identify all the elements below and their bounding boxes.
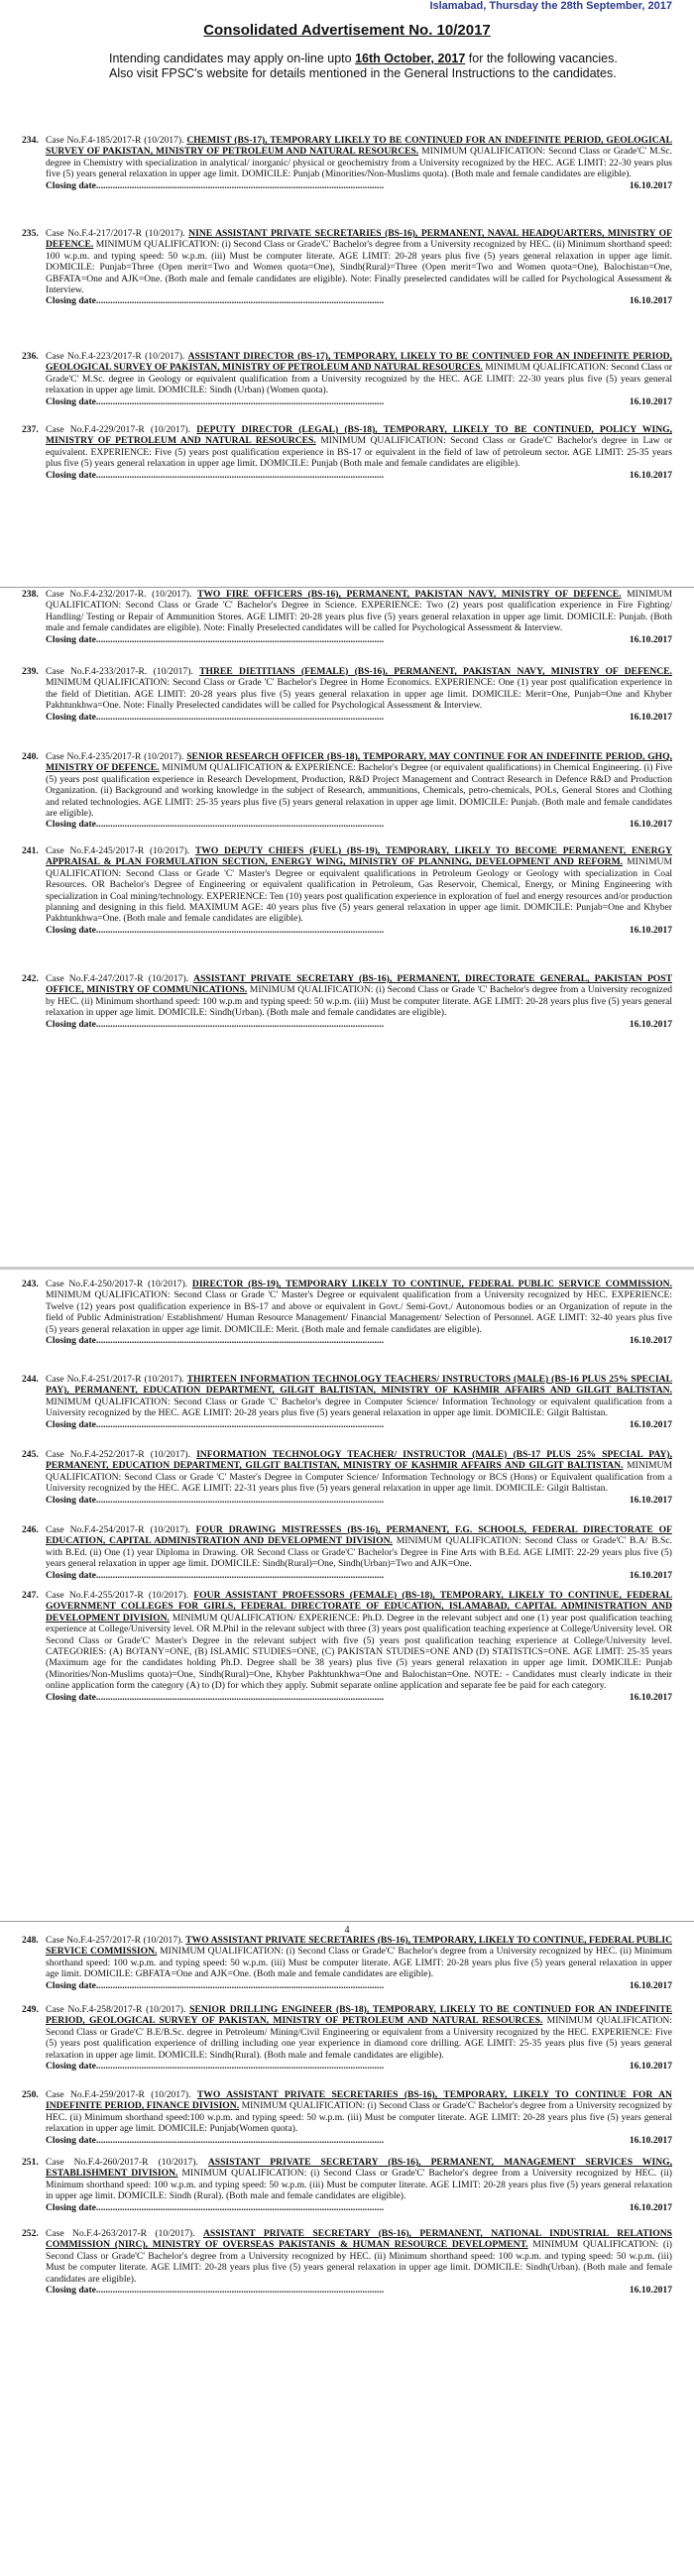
vacancy-details: MINIMUM QUALIFICATION: Second Class or Grade 'C' Master's Degree in Computer Science/ Information Technology or BCS (Hons) or Equivalent qualification from a University recognized by the HEC. AGE LIMIT: 22-31 years plus five (5) years general relaxation in upper age limit. DOMICILE: Gilgit Baltistan.: [46, 1460, 672, 1495]
case-number: Case No.F.4-250/2017-R (10/2017).: [46, 1279, 192, 1289]
closing-date-row: [46, 396, 672, 407]
closing-date-value: 16.10.2017: [629, 395, 672, 407]
page-number: 4: [344, 1925, 350, 1936]
dateline: Islamabad, Thursday the 28th September, 2017: [429, 0, 672, 12]
page-title: Consolidated Advertisement No. 10/2017: [203, 22, 491, 39]
vacancy-item: [22, 589, 672, 645]
closing-date-value: 16.10.2017: [629, 2134, 672, 2146]
vacancy-details: MINIMUM QUALIFICATION: Second Class or Grade 'C' Bachelor's degree in Computer Science/ Information Technology or equivalent qualification from a University recognized by the HEC. AGE LIMIT: 20-28 years plus five (5) years general relaxation in upper age limit. DOMICILE: Gilgit Baltistan.: [46, 1396, 672, 1419]
vacancy-body: [46, 135, 672, 180]
case-number: Case No.F.4-235/2017-R (10/2017).: [46, 751, 187, 762]
closing-date-label: Closing date.........................................................................................................................: [46, 711, 385, 723]
case-number: Case No.F.4-229/2017-R (10/2017).: [46, 424, 197, 435]
vacancy-item: [22, 1935, 672, 1991]
closing-date-row: [46, 180, 672, 191]
closing-date-label: Closing date.........................................................................................................................: [46, 395, 385, 407]
intro-before: Intending candidates may apply on-line upto: [109, 52, 352, 65]
vacancy-body: [46, 666, 672, 712]
closing-date-label: Closing date.........................................................................................................................: [46, 924, 385, 936]
closing-date-label: Closing date.........................................................................................................................: [46, 1979, 385, 1991]
post-title: TWO DEPUTY CHIEFS (FUEL) (BS-19), TEMPORARY, LIKELY TO BECOME PERMANENT, ENERGY APPRAISAL & PLAN FORMULATION SECTION, ENERGY WING, MINISTRY OF PLANNING, DEVELOPMENT AND REFORM.: [46, 845, 672, 868]
case-number: Case No.F.4-247/2017-R (10/2017).: [46, 973, 194, 984]
closing-date-label: Closing date.........................................................................................................................: [46, 295, 385, 307]
closing-date-row: [46, 2061, 672, 2072]
post-title: ASSISTANT PRIVATE SECRETARY (BS-16), PERMANENT, MANAGEMENT SERVICES WING, ESTABLISHMENT DIVISION.: [46, 2157, 672, 2180]
vacancy-body: [46, 228, 672, 295]
vacancy-number: 243.: [22, 1279, 39, 1289]
closing-date-value: 16.10.2017: [629, 1979, 672, 1991]
vacancy-number: 245.: [22, 1449, 39, 1460]
post-title: DEPUTY DIRECTOR (LEGAL) (BS-18), TEMPORARY, LIKELY TO BE CONTINUED, POLICY WING, MINISTRY OF PETROLEUM AND NATURAL RESOURCES.: [46, 424, 672, 447]
vacancy-item: [22, 228, 672, 307]
vacancy-item: [22, 845, 672, 936]
vacancy-details: MINIMUM QUALIFICATION & EXPERIENCE: Bachelor's Degree (or equivalent qualifications) in Chemical Engineering. (i) Five (5) years post qualification experience in Research Development, Production, R&D Project Management and Contract Research in Defence R&D and Production Organization. (ii) Background and working knowledge in the subject of Research, ammunitions, Chemicals, petro-chemicals, POLs, General Stores and Clothing and related technologies. AGE LIMIT: 25-35 years plus five (5) years general relaxation in upper age limit. DOMICILE: Punjab. (Both male and female candidates are eligible).: [46, 762, 672, 820]
closing-date-value: 16.10.2017: [629, 2061, 672, 2072]
vacancy-body: [46, 1374, 672, 1419]
vacancy-details: MINIMUM QUALIFICATION: Second Class or Grade 'C' Master's Degree or equivalent qualification from a University recognized by HEC. EXPERIENCE: Twelve (12) years post qualification experience in BS-17 and above or equivalent in Govt./ Semi-Govt./ Autonomous bodies or an Organization of repute in the field of Public Administration/ Establishment/ Human Resource Management/ Financial Management/ Selection of Personnel. AGE LIMIT: 32-40 years plus five (5) years general relaxation in upper age limit. DOMICILE: Merit. (Both male and female candidates are eligible).: [46, 1289, 672, 1335]
vacancy-details: MINIMUM QUALIFICATION: (i) Second Class or Grade'C' Bachelor's degree from a University recognized by HEC. (ii) Minimum shorthand speed: 100 w.p.m. and typing speed: 50 w.p.m. (iii) Must be computer literate. AGE LIMIT: 20-28 years plus five (5) years general relaxation in upper age limit. DOMICILE: Sindh(Urban). (Both male and female candidates are eligible).: [46, 2239, 672, 2285]
vacancy-number: 247.: [22, 1590, 39, 1601]
vacancy-item: [22, 1524, 672, 1581]
closing-date-row: [46, 1019, 672, 1030]
vacancy-body: [46, 2228, 672, 2285]
post-title: TWO FIRE OFFICERS (BS-16), PERMANENT, PAKISTAN NAVY, MINISTRY OF DEFENCE.: [196, 589, 622, 600]
closing-date-label: Closing date.........................................................................................................................: [46, 469, 385, 481]
case-number: Case No.F.4-254/2017-R (10/2017).: [46, 1524, 196, 1535]
vacancy-item: [22, 2089, 672, 2146]
case-number: Case No.F.4-232/2017-R. (10/2017).: [46, 589, 197, 600]
post-title: DIRECTOR (BS-19), TEMPORARY LIKELY TO CONTINUE, FEDERAL PUBLIC SERVICE COMMISSION.: [191, 1279, 672, 1289]
vacancy-body: [46, 424, 672, 470]
intro-deadline: 16th October, 2017: [355, 52, 466, 65]
vacancy-number: 249.: [22, 2004, 39, 2015]
vacancy-body: [46, 973, 672, 1019]
vacancy-item: [22, 135, 672, 191]
post-title: INFORMATION TECHNOLOGY TEACHER/ INSTRUCTOR (MALE) (BS-17 PLUS 25% SPECIAL PAY), PERMANENT, EDUCATION DEPARTMENT, GILGIT BALTISTAN, MINISTRY OF KASHMIR AFFAIRS AND GILGIT BALTISTAN.: [46, 1449, 672, 1472]
closing-date-value: 16.10.2017: [629, 819, 672, 831]
closing-date-row: [46, 925, 672, 936]
section-divider: [0, 587, 694, 588]
closing-date-value: 16.10.2017: [629, 2201, 672, 2213]
closing-date-value: 16.10.2017: [629, 924, 672, 936]
closing-date-row: [46, 1980, 672, 1991]
vacancy-details: MINIMUM QUALIFICATION/ EXPERIENCE: Ph.D. Degree in the relevant subject and one (1) year post qualification teaching experience at College/University level. OR M.Phil in the relevant subject with three (3) years post qualification teaching experience at College/University level. OR Second Class or Grade'C' Master's Degree in the relevant subject with five (5) years post qualification teaching experience at College/University level. CATEGORIES: (A) BOTANY=ONE, (B) ISLAMIC STUDIES=ONE, (C) PAKISTAN STUDIES=ONE AND (D) STATISTICS=ONE. AGE LIMIT: 25-35 years (Maximum age for the candidates holding Ph.D. Degree shall be 38 years) plus five (5) years general relaxation in upper age limit. DOMICILE: Punjab (Minorities/Non-Muslims quota)=One, Sindh(Rural)=One, Khyber Pakhtunkhwa=One and Balochistan=One. NOTE: - Candidates must clearly indicate in their online application form the category (A) to (D) for which they apply. Submit separate online application and separate fee be paid for each category.: [46, 1612, 672, 1692]
closing-date-label: Closing date.........................................................................................................................: [46, 2061, 385, 2072]
closing-date-label: Closing date.........................................................................................................................: [46, 1335, 385, 1347]
vacancy-number: 242.: [22, 973, 39, 984]
case-number: Case No.F.4-185/2017-R (10/2017).: [46, 135, 187, 146]
closing-date-row: [46, 634, 672, 645]
vacancy-number: 238.: [22, 589, 39, 600]
vacancy-body: [46, 1449, 672, 1495]
closing-date-row: [46, 1419, 672, 1430]
post-title: FOUR DRAWING MISTRESSES (BS-16), PERMANENT, F.G. SCHOOLS, FEDERAL DIRECTORATE OF EDUCATION, CAPITAL ADMINISTRATION AND DEVELOPMENT DIVISION.: [46, 1524, 672, 1547]
closing-date-row: [46, 819, 672, 830]
vacancy-details: MINIMUM QUALIFICATION: Second Class or Grade'C' Bachelor's degree in Law or equivalent. EXPERIENCE: Five (5) years post qualification experience in BS-17 or equivalent in the field of law of petroleum sector. AGE LIMIT: 25-35 years plus five (5) years general relaxation in upper age limit. DOMICILE: Punjab (Both male and female candidates are eligible).: [46, 435, 672, 470]
case-number: Case No.F.4-257/2017-R (10/2017).: [46, 1935, 186, 1946]
vacancy-item: [22, 351, 672, 407]
vacancy-details: MINIMUM QUALIFICATION: Second Class or Grade 'C' Bachelor's Degree in Home Economics. EXPERIENCE: One (1) year post qualification experience in the field of Dietitian. AGE LIMIT: 20-28 years plus five (5) years general relaxation in upper age limit. DOMICILE: Merit=One, Punjab=One and Khyber Pakhtunkhwa=One. Note: Finally Preselected candidates will be called for Psychological Assessment & Interview.: [46, 677, 672, 712]
vacancy-number: 250.: [22, 2089, 39, 2100]
vacancy-details: MINIMUM QUALIFICATION: (i) Second Class or Grade'C' Bachelor's degree from a University recognized by HEC. (ii) Minimum shorthand speed: 100 w.p.m. and typing speed: 50 w.p.m. (iii) Must be computer literate. AGE LIMIT: 20-28 years plus five (5) years general relaxation in upper age limit. DOMICILE: Sindh (Rural). (Both male and female candidates are eligible).: [46, 2168, 672, 2202]
closing-date-label: Closing date.........................................................................................................................: [46, 2201, 385, 2213]
vacancy-number: 237.: [22, 424, 39, 435]
post-title: NINE ASSISTANT PRIVATE SECRETARIES (BS-16), PERMANENT, NAVAL HEADQUARTERS, MINISTRY OF DEFENCE.: [46, 228, 672, 251]
closing-date-label: Closing date.........................................................................................................................: [46, 1691, 385, 1703]
vacancy-number: 252.: [22, 2228, 39, 2239]
post-title: SENIOR DRILLING ENGINEER (BS-18), TEMPORARY, LIKELY TO BE CONTINUED FOR AN INDEFINITE PERIOD, GEOLOGICAL SURVEY OF PAKISTAN, MINISTRY OF PETROLEUM AND NATURAL RESOURCES.: [46, 2004, 673, 2027]
vacancy-details: MINIMUM QUALIFICATION: Second Class or Grade'C' M.Sc. degree in Geology or equivalent qualification from a University recognized by the HEC. AGE LIMIT: 22-30 years plus five (5) years general relaxation in upper age limit. DOMICILE: Sindh (Urban) (Women quota).: [46, 362, 672, 396]
closing-date-label: Closing date.........................................................................................................................: [46, 819, 385, 831]
vacancy-body: [46, 1590, 672, 1692]
closing-date-label: Closing date.........................................................................................................................: [46, 2134, 385, 2146]
closing-date-value: 16.10.2017: [629, 1335, 672, 1347]
case-number: Case No.F.4-252/2017-R (10/2017).: [46, 1449, 197, 1460]
post-title: ASSISTANT DIRECTOR (BS-17), TEMPORARY, LIKELY TO BE CONTINUED FOR AN INDEFINITE PERIOD, GEOLOGICAL SURVEY OF PAKISTAN, MINISTRY OF PETROLEUM AND NATURAL RESOURCES.: [46, 351, 673, 374]
vacancy-body: [46, 2089, 672, 2135]
vacancy-number: 251.: [22, 2157, 39, 2168]
closing-date-value: 16.10.2017: [629, 295, 672, 307]
closing-date-row: [46, 470, 672, 481]
case-number: Case No.F.4-258/2017-R (10/2017).: [46, 2004, 190, 2015]
intro-after: for the following vacancies. Also visit FPSC's website for details mentioned in the General Instructions to the candidates.: [109, 52, 618, 80]
vacancy-body: [46, 845, 672, 925]
vacancy-body: [46, 1279, 672, 1335]
closing-date-label: Closing date.........................................................................................................................: [46, 179, 385, 191]
closing-date-row: [46, 1335, 672, 1346]
vacancy-number: 244.: [22, 1374, 39, 1385]
post-title: CHEMIST (BS-17), TEMPORARY LIKELY TO BE CONTINUED FOR AN INDEFINITE PERIOD, GEOLOGICAL SURVEY OF PAKISTAN, MINISTRY OF PETROLEUM AND NATURAL RESOURCES.: [46, 135, 673, 158]
vacancy-number: 246.: [22, 1524, 39, 1535]
closing-date-value: 16.10.2017: [629, 711, 672, 723]
closing-date-row: [46, 712, 672, 723]
vacancy-body: [46, 751, 672, 819]
closing-date-label: Closing date.........................................................................................................................: [46, 1569, 385, 1581]
case-number: Case No.F.4-233/2017-R. (10/2017).: [46, 666, 200, 677]
closing-date-label: Closing date.........................................................................................................................: [46, 2285, 385, 2296]
vacancy-details: MINIMUM QUALIFICATION: Second Class or Grade'C' B.E/B.Sc. degree in Petroleum/ Mining/Civil Engineering or equivalent from a University recognized by the HEC. EXPERIENCE: Five (5) years post qualification experience of drilling including one year experience in diamond core drilling. AGE LIMIT: 25-35 years plus five (5) years general relaxation in upper age limit. DOMICILE: Sindh(Rural). (Both male and female candidates are eligible).: [46, 2015, 672, 2061]
vacancy-item: [22, 973, 672, 1030]
closing-date-value: 16.10.2017: [629, 1569, 672, 1581]
post-title: THIRTEEN INFORMATION TECHNOLOGY TEACHERS/ INSTRUCTORS (MALE) (BS-16 PLUS 25% SPECIAL PAY), PERMANENT, EDUCATION DEPARTMENT, GILGIT BALTISTAN, MINISTRY OF KASHMIR AFFAIRS AND GILGIT BALTISTAN.: [46, 1374, 672, 1397]
page-break: [0, 1267, 694, 1270]
closing-date-value: 16.10.2017: [629, 1418, 672, 1430]
vacancy-details: MINIMUM QUALIFICATION: (i) Second Class or Grade'C' Bachelor's degree from a University recognized by HEC. (ii) Minimum shorthand speed: 100 w.p.m. and typing speed: 50 w.p.m. (iii) Must be computer literate. AGE LIMIT: 20-28 years plus five (5) years general relaxation in upper age limit. DOMICILE: GBFATA=One and AJK=One. (Both male and female candidates are eligible).: [46, 1946, 672, 1980]
closing-date-value: 16.10.2017: [629, 469, 672, 481]
closing-date-value: 16.10.2017: [629, 1691, 672, 1703]
case-number: Case No.F.4-255/2017-R (10/2017).: [46, 1590, 194, 1601]
case-number: Case No.F.4-217/2017-R (10/2017).: [46, 228, 189, 239]
vacancy-body: [46, 2004, 672, 2061]
vacancy-number: 236.: [22, 351, 39, 362]
post-title: TWO ASSISTANT PRIVATE SECRETARIES (BS-16), TEMPORARY, LIKELY TO CONTINUE FOR AN INDEFINITE PERIOD, FINANCE DIVISION.: [46, 2089, 672, 2112]
vacancy-details: MINIMUM QUALIFICATION: (i) Second Class or Grade 'C' Bachelor's degree from a University recognized by HEC. (ii) Minimum shorthand speed: 100 w.p.m and typing speed: 50 w.p.m. (iii) Must be computer literate. AGE LIMIT: 20-28 years plus five (5) years general relaxation in upper age limit. DOMICILE: Sindh(Urban). (Both male and female candidates are eligible).: [46, 984, 672, 1019]
case-number: Case No.F.4-251/2017-R (10/2017).: [46, 1374, 187, 1385]
vacancy-item: [22, 2228, 672, 2296]
vacancy-number: 235.: [22, 228, 39, 239]
closing-date-value: 16.10.2017: [629, 179, 672, 191]
post-title: SENIOR RESEARCH OFFICER (BS-18), TEMPORARY, MAY CONTINUE FOR AN INDEFINITE PERIOD, GHQ, MINISTRY OF DEFENCE.: [46, 751, 673, 774]
case-number: Case No.F.4-263/2017-R (10/2017).: [46, 2228, 203, 2239]
case-number: Case No.F.4-260/2017-R (10/2017).: [46, 2157, 208, 2168]
closing-date-row: [46, 2202, 672, 2213]
post-title: THREE DIETITIANS (FEMALE) (BS-16), PERMANENT, PAKISTAN NAVY, MINISTRY OF DEFENCE.: [199, 666, 672, 677]
closing-date-label: Closing date.........................................................................................................................: [46, 1418, 385, 1430]
post-title: ASSISTANT PRIVATE SECRETARY (BS-16), PERMANENT, DIRECTORATE GENERAL, PAKISTAN POST OFFICE, MINISTRY OF COMMUNICATIONS.: [46, 973, 672, 996]
closing-date-row: [46, 1570, 672, 1581]
vacancy-details: MINIMUM QUALIFICATION: Second Class or Grade'C' B.A/ B.Sc. with B.Ed. (ii) One (1) year Diploma in Drawing. OR Second Class or Grade'C' Bachelor's Degree in Fine Arts with B.Ed. AGE LIMIT: 22-29 years plus five (5) years general relaxation in upper age limit. DOMICILE: Sindh(Rural)=One, Sindh(Urban)=Two and AJK=One.: [46, 1535, 672, 1570]
closing-date-row: [46, 2285, 672, 2296]
vacancy-item: [22, 751, 672, 831]
case-number: Case No.F.4-245/2017-R (10/2017).: [46, 845, 195, 856]
vacancy-item: [22, 424, 672, 481]
case-number: Case No.F.4-259/2017-R (10/2017).: [46, 2089, 197, 2100]
vacancy-number: 240.: [22, 751, 39, 762]
vacancy-item: [22, 666, 672, 723]
vacancy-item: [22, 1374, 672, 1430]
vacancy-item: [22, 1279, 672, 1346]
closing-date-value: 16.10.2017: [629, 2285, 672, 2296]
vacancy-details: MINIMUM QUALIFICATION: Second Class or Grade 'C' Master's Degree or equivalent qualifications in Petroleum Geology or Geology with specialization in Coal Resources. OR Bachelor's Degree of Engineering or equivalent qualification in Petroleum, Gas Reservoir, Chemical, Energy, or Mining Engineering with specialization in Coal mining/technology. EXPERIENCE: Ten (10) years post qualification experience in exploration of fuel and energy resources and/or production planning and designing in this field. MAXIMUM AGE: 40 years plus five (5) years general relaxation in upper age limit. DOMICILE: Punjab=One and Khyber Pakhtunkhwa=One. (Both male and female candidates are eligible).: [46, 856, 672, 925]
post-title: ASSISTANT PRIVATE SECRETARY (BS-16), PERMANENT, NATIONAL INDUSTRIAL RELATIONS COMMISSION (NIRC), MINISTRY OF OVERSEAS PAKISTANIS & HUMAN RESOURCE DEVELOPMENT.: [46, 2228, 672, 2251]
vacancy-body: [46, 1524, 672, 1570]
closing-date-row: [46, 2135, 672, 2146]
closing-date-label: Closing date.........................................................................................................................: [46, 1494, 385, 1506]
vacancy-body: [46, 2157, 672, 2202]
closing-date-value: 16.10.2017: [629, 633, 672, 645]
post-title: FOUR ASSISTANT PROFESSORS (FEMALE) (BS-18), TEMPORARY, LIKELY TO CONTINUE, FEDERAL GOVERNMENT COLLEGES FOR GIRLS, FEDERAL DIRECTORATE OF EDUCATION, ISLAMABAD, CAPITAL ADMINISTRATION AND DEVELOPMENT DIVISION.: [46, 1590, 672, 1624]
vacancy-item: [22, 2004, 672, 2072]
section-divider: [0, 1921, 694, 1922]
closing-date-row: [46, 1495, 672, 1506]
vacancy-item: [22, 1590, 672, 1703]
vacancy-details: MINIMUM QUALIFICATION: Second Class or Grade'C' M.Sc. degree in Chemistry with specialization in analytical/ inorganic/ physical or geochemistry from a University recognized by the HEC. AGE LIMIT: 22-30 years plus five (5) years general relaxation in upper age limit. DOMICILE: Punjab (Minorities/Non-Muslims quota). (Both male and female candidates are eligible).: [46, 146, 672, 180]
vacancy-details: MINIMUM QUALIFICATION: (i) Second Class or Grade'C' Bachelor's degree from a University recognized by HEC. (ii) Minimum shorthand speed:100 w.p.m. and typing speed: 50 w.p.m. (iii) Must be computer literate. AGE LIMIT: 20-28 years plus five (5) years general relaxation in upper age limit. DOMICILE: Punjab(Women quota).: [46, 2100, 672, 2135]
vacancy-body: [46, 1935, 672, 1980]
vacancy-number: 241.: [22, 845, 39, 856]
closing-date-value: 16.10.2017: [629, 1494, 672, 1506]
vacancy-number: 239.: [22, 666, 39, 677]
vacancy-item: [22, 1449, 672, 1506]
vacancy-body: [46, 589, 672, 634]
vacancy-number: 234.: [22, 135, 39, 146]
case-number: Case No.F.4-223/2017-R (10/2017).: [46, 351, 188, 362]
closing-date-row: [46, 1692, 672, 1703]
post-title: TWO ASSISTANT PRIVATE SECRETARIES (BS-16), TEMPORARY, LIKELY TO CONTINUE, FEDERAL PUBLIC SERVICE COMMISSION.: [46, 1935, 672, 1958]
closing-date-row: [46, 295, 672, 306]
vacancy-body: [46, 351, 672, 396]
vacancy-details: MINIMUM QUALIFICATION: Second Class or Grade 'C' Bachelor's Degree in Science. EXPERIENCE: Two (2) years post qualification experience in Fire Fighting/ Handling/ Testing or Repair of Ammunition Stores. AGE LIMIT: 20-28 years plus five (5) years general relaxation in upper age limit. DOMICILE: Punjab. (Both male and female candidates are eligible). Note: Finally Preselected candidates will be called for Psychological Assessment & Interview.: [46, 589, 672, 634]
intro-paragraph: [109, 52, 625, 81]
vacancy-details: MINIMUM QUALIFICATION: (i) Second Class or Grade'C' Bachelor's degree from a University recognized by HEC. (ii) Minimum shorthand speed: 100 w.p.m. and typing speed: 50 w.p.m. (iii) Must be computer literate. AGE LIMIT: 20-28 years plus five (5) years general relaxation in upper age limit. DOMICILE: Punjab=Three (Open merit=Two and Women quota=One), Sindh(Rural)=Three (Open merit=Two and Women quota=One), Balochistan=One, GBFATA=One and AJK=One. (Both male and female candidates are eligible). Note: Finally preselected candidates will be called for Psychological Assessment & Interview.: [46, 239, 672, 296]
vacancy-number: 248.: [22, 1935, 39, 1946]
vacancy-item: [22, 2157, 672, 2213]
closing-date-value: 16.10.2017: [629, 1018, 672, 1030]
closing-date-label: Closing date.........................................................................................................................: [46, 1018, 385, 1030]
closing-date-label: Closing date.........................................................................................................................: [46, 633, 385, 645]
